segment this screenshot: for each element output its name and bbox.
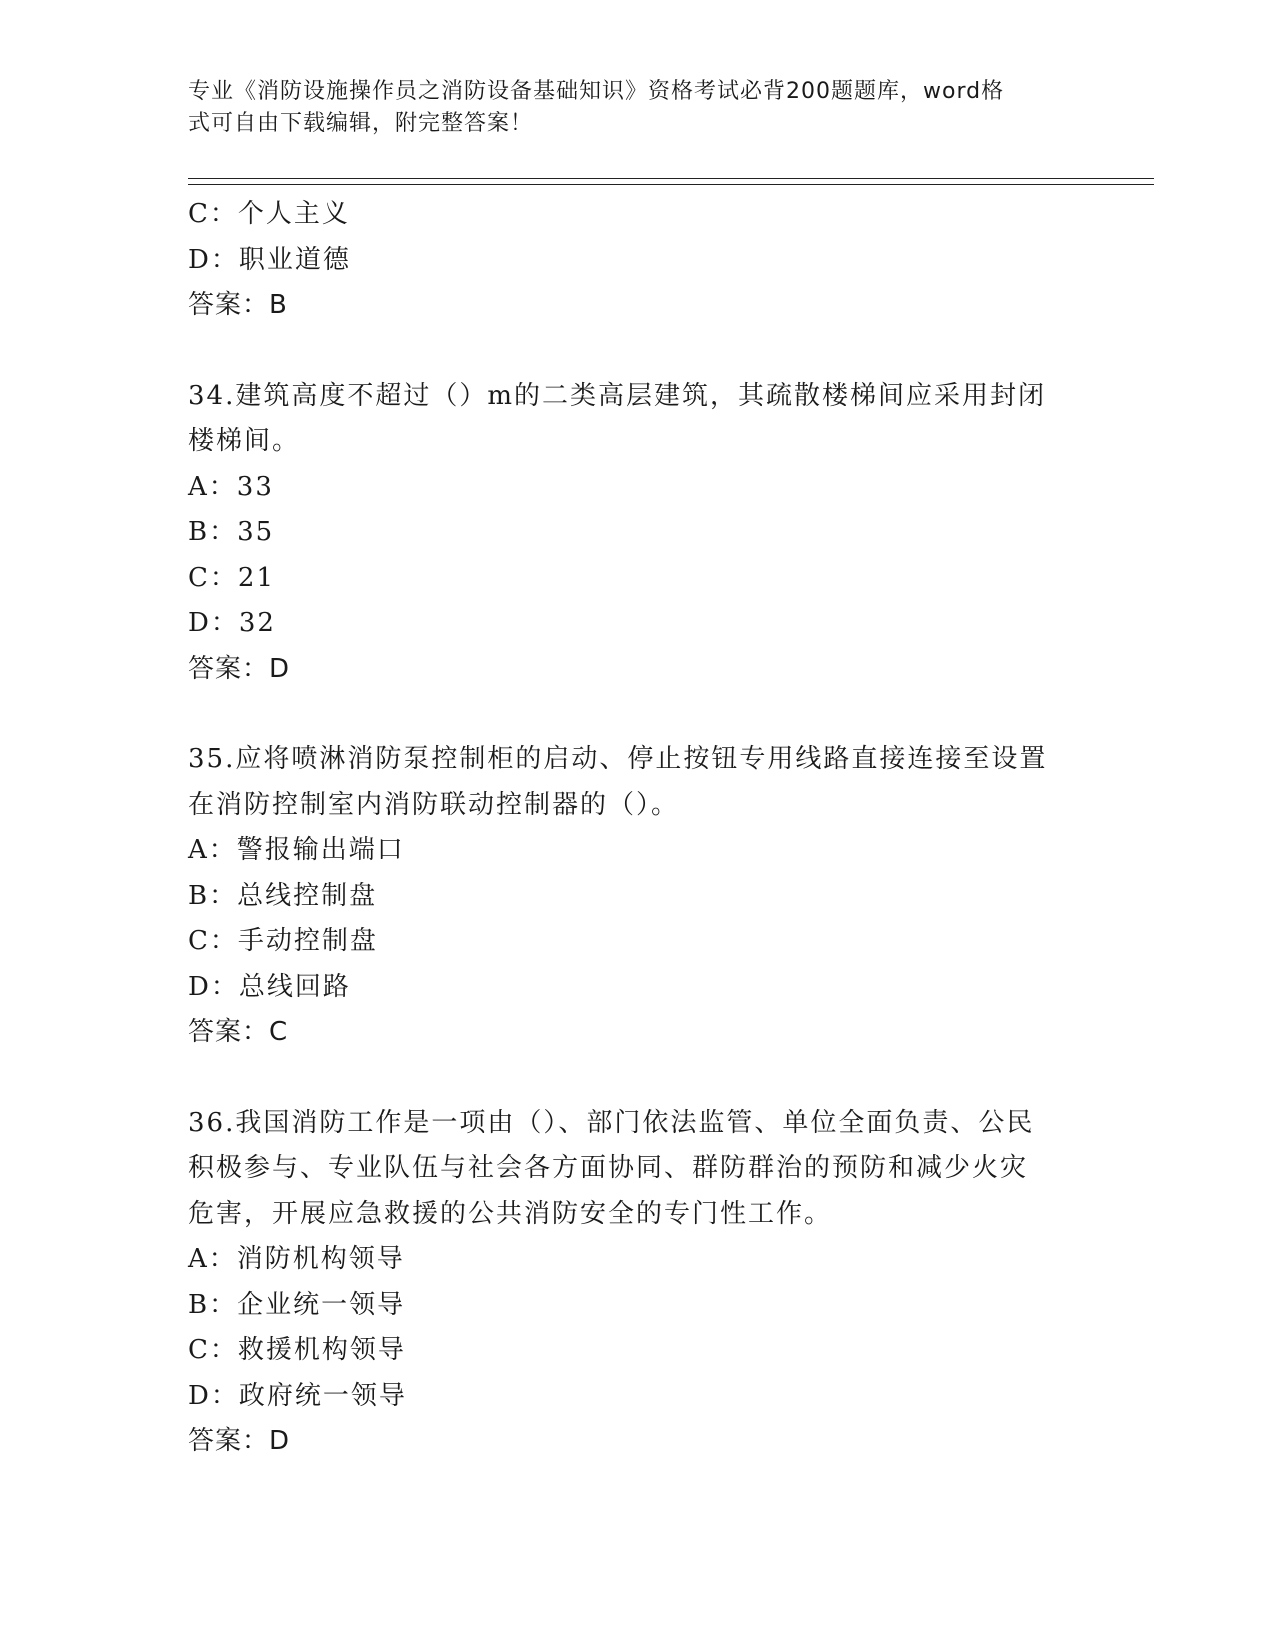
header-rule-bottom bbox=[188, 184, 1154, 185]
question-text-line: 积极参与、专业队伍与社会各方面协同、群防群治的预防和减少火灾 bbox=[188, 1153, 1029, 1183]
question-text-line: 楼梯间。 bbox=[188, 426, 301, 456]
option-label: D： bbox=[188, 244, 239, 275]
option-text: 个人主义 bbox=[237, 199, 350, 229]
option-a bbox=[188, 465, 1088, 511]
question-34 bbox=[188, 374, 1088, 693]
option-c bbox=[188, 919, 1088, 965]
option-label: B： bbox=[188, 517, 238, 547]
answer-line: 答案：D bbox=[188, 653, 291, 684]
option-text: 警报输出端口 bbox=[236, 835, 405, 865]
option-label: C： bbox=[188, 199, 238, 229]
question-text-line: 34.建筑高度不超过（）m的二类高层建筑，其疏散楼梯间应采用封闭 bbox=[188, 380, 1047, 411]
question-35 bbox=[188, 737, 1088, 1056]
option-d bbox=[188, 1374, 1088, 1420]
option-label: B： bbox=[188, 880, 238, 911]
option-text: 35 bbox=[237, 517, 275, 547]
option-b bbox=[188, 874, 1088, 920]
option-label: D： bbox=[188, 971, 239, 1002]
option-label: A： bbox=[188, 1244, 237, 1274]
option-label: C： bbox=[188, 562, 238, 593]
option-label: C： bbox=[188, 926, 238, 956]
option-text: 政府统一领导 bbox=[238, 1380, 407, 1411]
option-text: 总线控制盘 bbox=[237, 880, 378, 911]
option-text: 手动控制盘 bbox=[237, 926, 378, 956]
option-c bbox=[188, 192, 1088, 238]
option-d bbox=[188, 601, 1088, 647]
option-d bbox=[188, 965, 1088, 1011]
option-c bbox=[188, 1328, 1088, 1374]
option-label: B： bbox=[188, 1289, 238, 1320]
option-label: A： bbox=[188, 835, 237, 865]
header-line-2: 式可自由下载编辑，附完整答案！ bbox=[188, 111, 534, 136]
question-list bbox=[188, 192, 1088, 1465]
header-rule-top bbox=[188, 178, 1154, 179]
question-text-line: 35.应将喷淋消防泵控制柜的启动、停止按钮专用线路直接连接至设置 bbox=[188, 744, 1048, 774]
option-label: D： bbox=[188, 1380, 239, 1411]
answer-line: 答案：D bbox=[188, 1426, 291, 1456]
option-label: D： bbox=[188, 608, 239, 638]
question-text-line: 危害，开展应急救援的公共消防安全的专门性工作。 bbox=[188, 1198, 833, 1229]
question-36 bbox=[188, 1101, 1088, 1465]
option-text: 企业统一领导 bbox=[237, 1289, 406, 1320]
option-a bbox=[188, 1237, 1088, 1283]
question-text-line: 在消防控制室内消防联动控制器的（）。 bbox=[188, 789, 680, 820]
option-text: 救援机构领导 bbox=[237, 1335, 406, 1365]
option-text: 21 bbox=[237, 562, 275, 593]
option-text: 33 bbox=[236, 471, 274, 502]
option-b bbox=[188, 510, 1088, 556]
header-line-1: 专业《消防设施操作员之消防设备基础知识》资格考试必背200题题库，word格 bbox=[188, 79, 1005, 104]
option-text: 总线回路 bbox=[238, 971, 351, 1002]
option-b bbox=[188, 1283, 1088, 1329]
answer-line: 答案：C bbox=[188, 1017, 289, 1047]
option-a bbox=[188, 828, 1088, 874]
option-text: 职业道德 bbox=[238, 244, 351, 275]
option-text: 32 bbox=[238, 608, 276, 638]
question-text-line: 36.我国消防工作是一项由（）、部门依法监管、单位全面负责、公民 bbox=[188, 1107, 1035, 1138]
option-c bbox=[188, 556, 1088, 602]
option-label: C： bbox=[188, 1335, 238, 1365]
option-d bbox=[188, 238, 1088, 284]
option-label: A： bbox=[188, 471, 237, 502]
document-header bbox=[188, 76, 1068, 140]
answer-line: 答案：B bbox=[188, 290, 288, 320]
option-text: 消防机构领导 bbox=[236, 1244, 405, 1274]
prev-question-block bbox=[188, 192, 1088, 329]
